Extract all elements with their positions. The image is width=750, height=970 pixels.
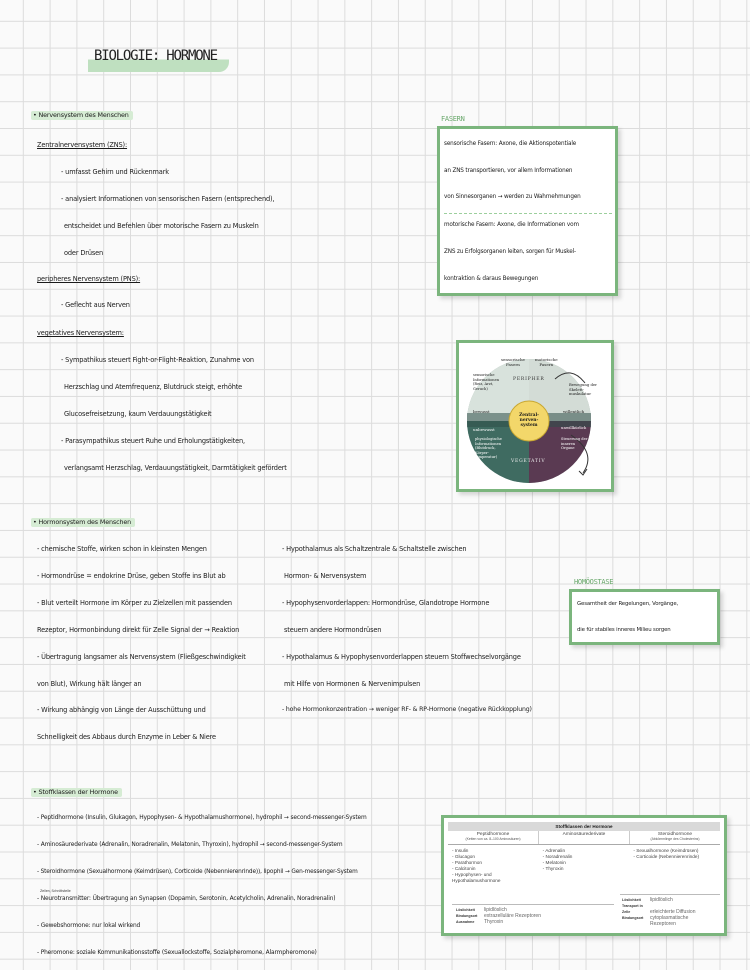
table-divider (452, 904, 614, 905)
table-col-header: Peptidhormone (Ketten von ca. 8–100 Aminosäuren) (448, 831, 539, 844)
stoffklassen-line: - Peptidhormone (Insulin, Glukagon, Hypophysen- & Hypothalamushormone), hydrophil → second-messenger-System (37, 815, 367, 821)
hormone-right-line: Hormon- & Nervensystem (284, 572, 367, 580)
table-props-right: Löslichkeit lipidlöslich Transport in Zelle erleichterte Diffusion Bindungsort cytoplasmatische Rezeptoren (622, 897, 696, 927)
stoffklassen-line: - Aminosäurederivate (Adrenalin, Noradrenalin, Melatonin, Thyroxin), hydrophil → second-messenger-System (37, 842, 343, 848)
figure-left-info: sensorische Informationen (Reiz, Arzt, Geruch) (473, 373, 500, 391)
homoostase-label: HOMÖOSTASE (574, 578, 614, 586)
section-heading-stoffklassen: • Stoffklassen der Hormone (31, 788, 122, 797)
table-col-header: Steroidhormone (Abkömmlinge des Cholesterins) (650, 832, 700, 841)
figure-bottom-right: Steuerung der inneren Organe (561, 437, 588, 450)
table-title: Stoffklassen der Hormone (448, 822, 720, 831)
table-header-row (448, 831, 720, 845)
vns-line: - Parasympathikus steuert Ruhe und Erholungstätigkeiten, (61, 437, 245, 445)
figure-top-left: sensorische Fasern (501, 357, 525, 367)
figure-vegetativ: VEGETATIV (511, 459, 546, 464)
homoostase-box (569, 589, 720, 645)
zns-line: entscheidet und Befehlen über motorische Fasern zu Muskeln (64, 222, 259, 230)
vns-line: Herzschlag und Atemfrequenz, Blutdruck steigt, erhöhte (64, 383, 243, 391)
hormone-right-line: - Hypothalamus & Hypophysenvorderlappen steuern Stoffwechselvorgänge (282, 653, 521, 661)
hormone-right-line: steuern andere Hormondrüsen (284, 626, 382, 634)
hormone-right-line: mit Hilfe von Hormonen & Nervenimpulsen (284, 680, 421, 688)
figure-top-right: motorische Fasern (535, 357, 558, 367)
figure-bottom-left: physiologische Informationen (Blutdruck, Körper- temperatur) (475, 437, 502, 459)
fasern-line: sensorische Fasern: Axone, die Aktionspotentiale (444, 141, 577, 147)
zns-line: - analysiert Informationen von sensorischen Fasern (entsprechend), (61, 195, 275, 203)
table-divider (620, 894, 720, 895)
zns-line: - umfasst Gehirn und Rückenmark (61, 168, 169, 176)
hormone-left-line: - Blut verteilt Hormone im Körper zu Zielzellen mit passenden (37, 599, 232, 607)
figure-peripher: PERIPHER (513, 377, 545, 382)
stoffklassen-line: - Pheromone: soziale Kommunikationsstoffe (Sexuallockstoffe, Sozialpheromone, Alarmpheromone) (37, 950, 317, 956)
stoffklassen-line: - Gewebshormone: nur lokal wirkend (37, 923, 141, 929)
section-heading-hormonsystem: • Hormonsystem des Menschen (31, 518, 135, 527)
figure-unbewusst: unbewusst (473, 427, 495, 432)
hormone-left-line: - Übertragung langsamer als Nervensystem (Fließgeschwindigkeit (37, 653, 246, 661)
figure-center: Zentral- nerven- system (519, 413, 539, 428)
nervous-system-figure (456, 340, 614, 492)
hormone-left-line: - chemische Stoffe, wirken schon in kleinsten Mengen (37, 545, 207, 553)
hormone-right-line: - Hypothalamus als Schaltzentrale & Schaltstelle zwischen (282, 545, 467, 553)
fasern-line: ZNS zu Erfolgsorganen leiten, sorgen für Muskel- (444, 249, 576, 255)
section-heading-nervensystem: • Nervensystem des Menschen (31, 111, 133, 120)
fasern-label: FASERN (441, 115, 465, 123)
fasern-line: kontraktion & daraus Bewegungen (444, 276, 539, 282)
table-cell-amino: - Adrenalin - Noradrenalin - Melatonin - Thyroxin (542, 848, 573, 871)
hormone-left-line: Rezeptor, Hormonbindung direkt für Zelle Signal der → Reaktion (37, 626, 240, 634)
table-props-left: Löslichkeit lipidlöslich Bindungsort extrazelluläre Rezeptoren Ausnahme Thyroxin (456, 907, 541, 925)
hormone-right-line: - Hypophysenvorderlappen: Hormondrüse, Glandotrope Hormone (282, 599, 490, 607)
table-body (448, 845, 720, 887)
fasern-line: motorische Fasern: Axone, die Informationen vom (444, 222, 579, 228)
vns-title: vegetatives Nervensystem: (37, 329, 124, 337)
table-cell-steroid: - Sexualhormone (Keimdrüsen) - Corticoide (Nebennierenrinde) (633, 848, 700, 859)
hormone-left-line: von Blut), Wirkung hält länger an (37, 680, 142, 688)
stoffklassen-line: - Neurotransmitter: Übertragung an Synapsen (Dopamin, Serotonin, Acetylcholin, Adrenalin, Noradrenalin) (37, 896, 336, 902)
figure-unwillkuerlich: unwillkürlich (561, 425, 587, 430)
divider (444, 213, 612, 214)
stoffklassen-small-note: Zellen, Schnittstelle (40, 889, 71, 893)
zns-title: Zentralnervensystem (ZNS): (37, 141, 128, 149)
figure-right-info: Bewegung der Skelett- muskulatur (569, 382, 597, 396)
homoostase-line: die für stabiles inneres Milieu sorgen (577, 627, 671, 633)
zns-line: oder Drüsen (64, 249, 104, 257)
hormone-right-line: - hohe Hormonkonzentration → weniger RF- & RP-Hormone (negative Rückkopplung) (282, 706, 532, 713)
homoostase-line: Gesamtheit der Regelungen, Vorgänge, (577, 601, 679, 607)
hormone-left-line: Schnelligkeit des Abbaus durch Enzyme in Leber & Niere (37, 733, 216, 741)
stoffklassen-line: - Steroidhormone (Sexualhormone (Keimdrüsen), Corticoide (Nebennierenrinde)), lipophil → Gen-messenger-System (37, 869, 358, 875)
page-title: BIOLOGIE: HORMONE (88, 44, 229, 72)
pns-line: - Geflecht aus Nerven (61, 301, 130, 309)
table-cell-peptid: - Insulin - Glucagon - Parathormon - Calcitonin - Hypophysen- und Hypothalamushormone (452, 848, 501, 883)
fasern-line: von Sinnesorganen → werden zu Wahrnehmungen (444, 194, 581, 200)
vns-line: verlangsamt Herzschlag, Verdauungstätigkeit, Darmtätigkeit gefördert (64, 464, 287, 472)
vns-line: - Sympathikus steuert Fight-or-Flight-Reaktion, Zunahme von (61, 356, 254, 364)
table-col-header: Aminosäurederivate (539, 831, 630, 844)
figure-willentlich: willentlich (563, 409, 585, 414)
pns-title: peripheres Nervensystem (PNS): (37, 275, 141, 283)
fasern-box (437, 126, 618, 296)
vns-line: Glucosefreisetzung, kaum Verdauungstätigkeit (64, 410, 212, 418)
hormone-left-line: - Wirkung abhängig von Länge der Ausschüttung und (37, 706, 206, 714)
fasern-line: an ZNS transportieren, vor allem Informationen (444, 168, 573, 174)
figure-bewusst: bewusst (473, 409, 490, 414)
hormone-left-line: - Hormondrüse = endokrine Drüse, geben Stoffe ins Blut ab (37, 572, 226, 580)
stoffklassen-table (441, 815, 727, 936)
